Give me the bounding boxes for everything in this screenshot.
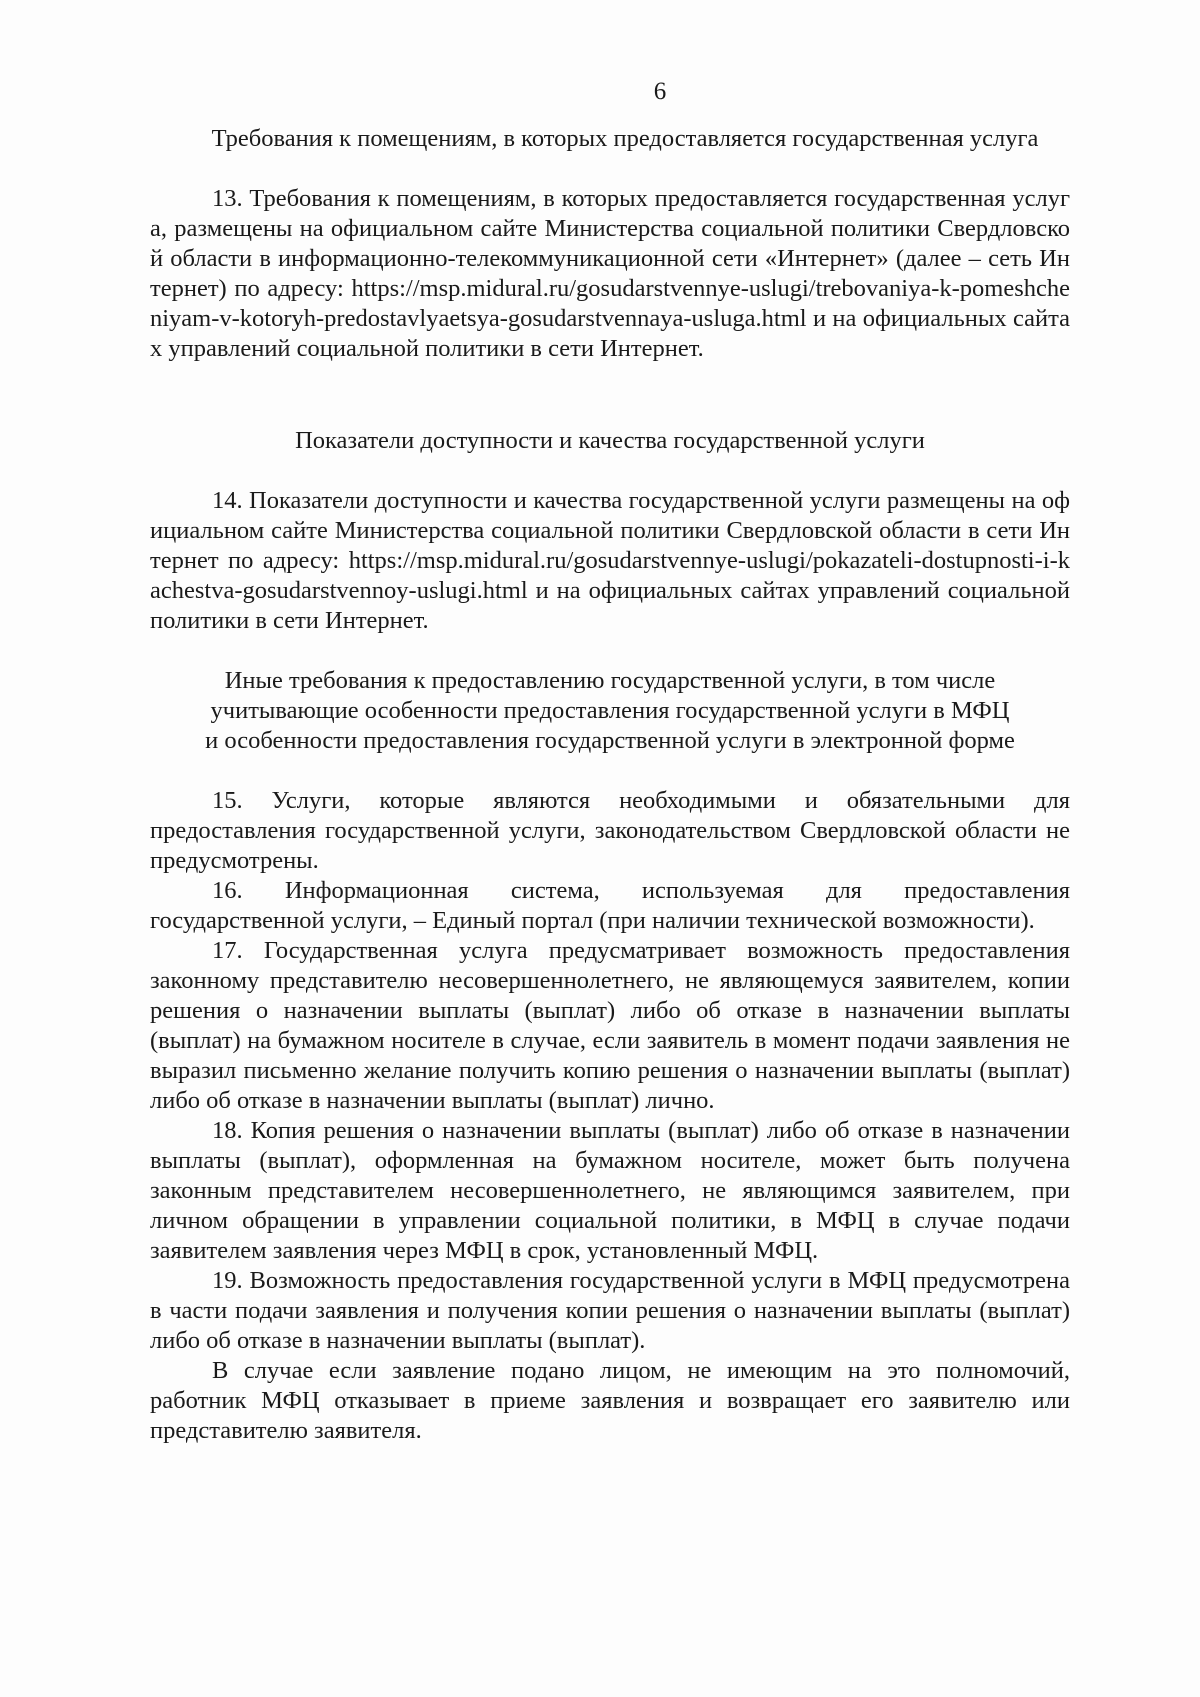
paragraph-19-continuation: В случае если заявление подано лицом, не имеющим на это полномочий, работник МФЦ отказывает в приеме заявления и возвращает его заявителю или представителю заявителя.	[150, 1357, 1070, 1444]
paragraph-16: 16. Информационная система, используемая для предоставления государственной услуги, – Единый портал (при наличии технической возможности).	[150, 877, 1070, 934]
paragraph-17: 17. Государственная услуга предусматривает возможность предоставления законному представителю несовершеннолетнего, не являющемуся заявителем, копии решения о назначении выплаты (выплат) либо об отказе в назначении выплаты (выплат) на бумажном носителе в случае, если заявитель в момент подачи заявления не выразил письменно желание получить копию решения о назначении выплаты (выплат) либо об отказе в назначении выплаты (выплат) лично.	[150, 937, 1070, 1114]
section-other	[150, 666, 1070, 1446]
paragraph-13: 13. Требования к помещениям, в которых предоставляется государственная услуга, размещены на официальном сайте Министерства социальной политики Свердловской области в информационно-телекоммуникационной сети «Интернет» (далее – сеть Интернет) по адресу: https://msp.midural.ru/gosudarstvennye-uslugi/trebovaniya-k-pomeshcheniyam-v-kotoryh-predostavlyaetsya-gosudarstvennaya-usluga.html и на официальных сайтах управлений социальной политики в сети Интернет.	[150, 185, 1070, 362]
heading-other-line2: учитывающие особенности предоставления государственной услуги в МФЦ	[210, 697, 1010, 724]
section-premises	[150, 124, 1070, 364]
heading-other-line3: и особенности предоставления государственной услуги в электронной форме	[205, 727, 1015, 754]
paragraph-15: 15. Услуги, которые являются необходимыми и обязательными для предоставления государственной услуги, законодательством Свердловской области не предусмотрены.	[150, 787, 1070, 874]
paragraph-14: 14. Показатели доступности и качества государственной услуги размещены на официальном сайте Министерства социальной политики Свердловской области в сети Интернет по адресу: https://msp.midural.ru/gosudarstvennye-uslugi/pokazateli-dostupnosti-i-kachestva-gosudarstvennoy-uslugi.html и на официальных сайтах управлений социальной политики в сети Интернет.	[150, 487, 1070, 634]
heading-other-line1: Иные требования к предоставлению государственной услуги, в том числе	[224, 667, 996, 694]
paragraph-19: 19. Возможность предоставления государственной услуги в МФЦ предусмотрена в части подачи заявления и получения копии решения о назначении выплаты (выплат) либо об отказе в назначении выплаты (выплат).	[150, 1267, 1070, 1354]
page-number: 6	[653, 78, 667, 105]
heading-premises: Требования к помещениям, в которых предоставляется государственная услуга	[211, 125, 1039, 152]
heading-quality: Показатели доступности и качества государственной услуги	[295, 427, 925, 454]
paragraph-18: 18. Копия решения о назначении выплаты (выплат) либо об отказе в назначении выплаты (выплат), оформленная на бумажном носителе, может быть получена законным представителем несовершеннолетнего, не являющимся заявителем, при личном обращении в управлении социальной политики, в МФЦ в случае подачи заявителем заявления через МФЦ в срок, установленный МФЦ.	[150, 1117, 1070, 1264]
section-quality	[150, 426, 1070, 636]
